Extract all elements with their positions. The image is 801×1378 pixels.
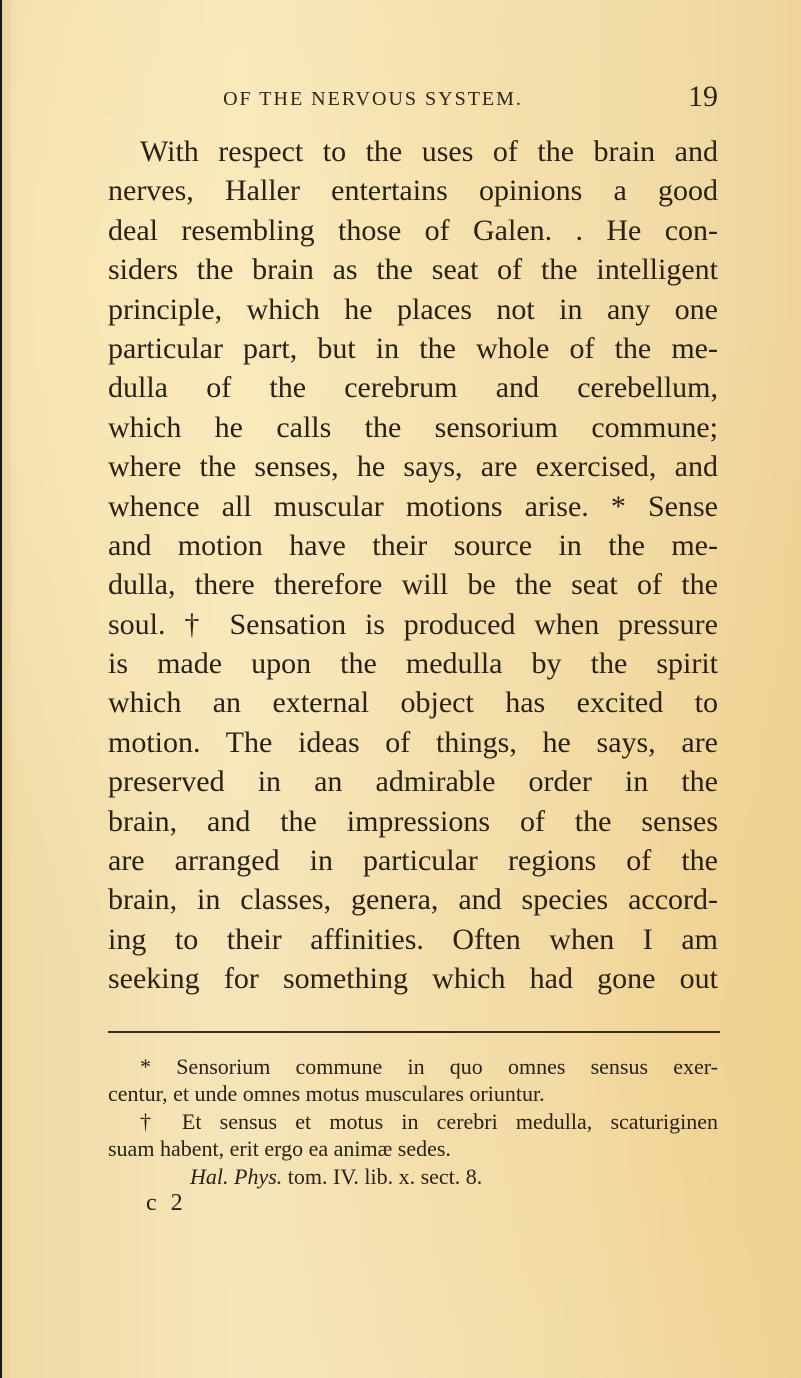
text-line: principle, which he places not in any one [108,292,718,326]
text-line: dulla of the cerebrum and cerebellum, [108,371,718,405]
footnote-rule [108,1031,720,1033]
text-line: deal resembling those of Galen. . He con- [108,213,718,247]
text-line: which an external object has excited to [108,686,718,720]
citation-detail: tom. IV. lib. x. sect. 8. [287,1163,483,1189]
page-number: 19 [688,80,718,113]
signature-mark: c 2 [146,1190,187,1217]
text-line: which he calls the sensorium commune; [108,410,718,444]
text-line: and motion have their source in the me- [108,528,718,562]
footnotes [108,1053,718,1218]
text-line: is made upon the medulla by the spirit [108,647,718,681]
book-page [108,78,718,1217]
text-line: siders the brain as the seat of the intelligent [108,253,718,287]
text-line: dulla, there therefore will be the seat of the [108,568,718,602]
text-line: nerves, Haller entertains opinions a good [108,174,718,208]
text-line: where the senses, he says, are exercised, and [108,450,718,484]
footnote-citation [108,1163,718,1191]
page-edge-shadow [0,0,12,1378]
text-line: soul. † Sensation is produced when pressure [108,607,718,641]
text-line: are arranged in particular regions of the [108,844,718,878]
text-line: motion. The ideas of things, he says, are [108,725,718,759]
text-line: preserved in an admirable order in the [108,765,718,799]
footnote-2-line: suam habent, erit ergo ea animæ sedes. [108,1136,451,1162]
text-line: brain, and the impressions of the senses [108,804,718,838]
text-line: ing to their affinities. Often when I am [108,922,718,956]
footnote-1-line: centur, et unde omnes motus musculares oriuntur. [108,1081,545,1107]
footnote-1-line: * Sensorium commune in quo omnes sensus exer- [140,1053,718,1079]
main-text [108,132,718,999]
text-line: With respect to the uses of the brain and [140,135,718,168]
running-head [108,78,718,122]
text-line: particular part, but in the whole of the me- [108,331,718,365]
text-line: whence all muscular motions arise. * Sense [108,489,718,523]
citation-source: Hal. Phys. [190,1163,283,1189]
text-line: seeking for something which had gone out [108,962,718,996]
running-title: OF THE NERVOUS SYSTEM. [223,88,523,110]
footnote-2-line: † Et sensus et motus in cerebri medulla, scaturiginen [140,1108,718,1134]
text-line: brain, in classes, genera, and species accord- [108,883,718,917]
